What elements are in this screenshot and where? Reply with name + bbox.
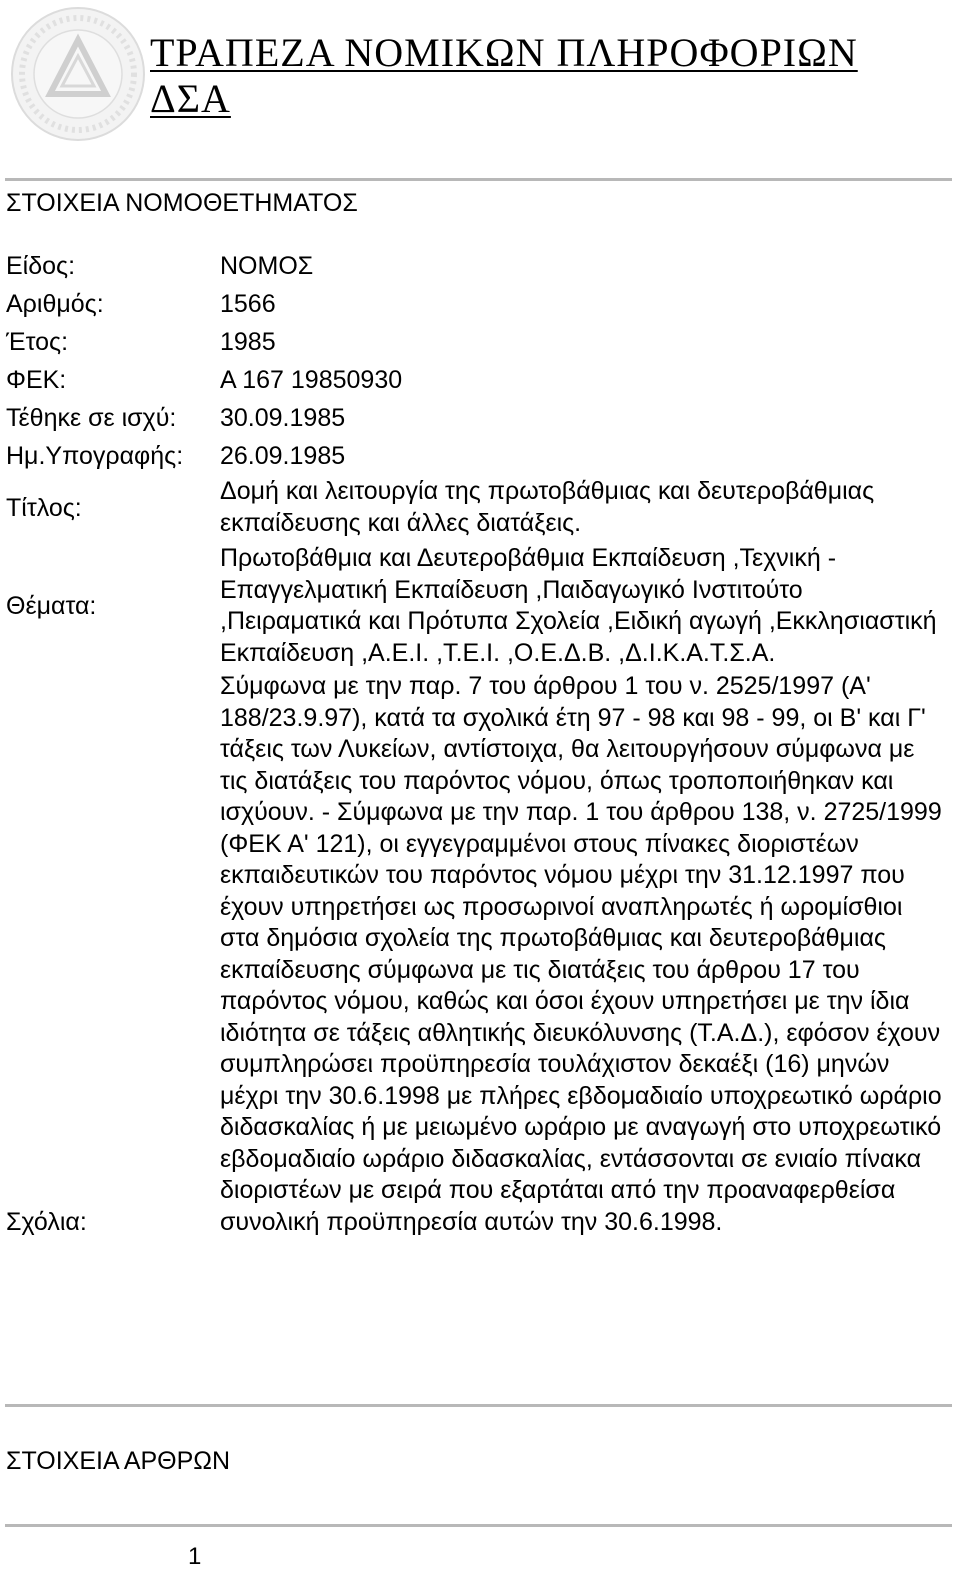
field-in-force [6,402,946,434]
section-heading-legislation: ΣΤΟΙΧΕΙΑ ΝΟΜΟΘΕΤΗΜΑΤΟΣ [6,189,358,217]
field-label: Έτος: [6,328,69,356]
field-value: Α 167 19850930 [220,366,403,394]
field-label: Ημ.Υπογραφής: [6,442,184,470]
field-year [6,326,946,358]
field-comments [6,671,946,1238]
legislation-details [6,250,946,1238]
divider [5,178,952,181]
field-value: 1566 [220,290,276,318]
dsa-seal-watermark [8,4,148,144]
field-subjects [6,543,946,669]
page-title [150,30,940,122]
field-type [6,250,946,282]
field-value: ΝΟΜΟΣ [220,252,314,280]
field-value: Σύμφωνα με την παρ. 7 του άρθρου 1 του ν. 2525/1997 (Α' 188/23.9.97), κατά τα σχολικά έτη 97 - 98 και 98 - 99, οι Β' και Γ' τάξεις των Λυκείων, αντίστοιχα, θα λειτουργήσουν σύμφωνα με τις διατάξεις του παρόντος νόμου, όπως τροποποιήθηκαν και ισχύουν. - Σύμφωνα με την παρ. 1 του άρθρου 138, ν. 2725/1999 (ΦΕΚ Α' 121), οι εγγεγραμμένοι στους πίνακες διοριστέων εκπαιδευτικών του παρόντος νόμου μέχρι την 31.12.1997 που έχουν υπηρετήσει ως προσωρινοί αναπληρωτές ή ωρομίσθιοι στα δημόσια σχολεία της πρωτοβάθμιας και δευτεροβάθμιας εκπαίδευσης σύμφωνα με τις διατάξεις του άρθρου 17 του παρόντος νόμου, καθώς και όσοι έχουν υπηρετήσει με την ίδια ιδιότητα σε τάξεις αθλητικής διευκόλυνσης (Τ.Α.Δ.), εφόσον έχουν συμπληρώσει προϋπηρεσία τουλάχιστον δεκαέξι (16) μηνών μέχρι την 30.6.1998 με πλήρες εβδομαδιαίο υποχρεωτικό ωράριο διδασκαλίας ή με μειωμένο ωράριο με αναγωγή στο υποχρεωτικό εβδομαδιαίο ωράριο διδασκαλίας, εντάσσονται σε ενιαίο πίνακα διοριστέων με σειρά που εξαρτάται από την προαναφερθείσα συνολική προϋπηρεσία αυτών την 30.6.1998. [220,672,942,1236]
field-label: Τίτλος: [6,493,82,522]
page-number: 1 [188,1543,202,1570]
field-number [6,288,946,320]
field-value: 1985 [220,328,276,356]
field-value: 26.09.1985 [220,442,346,470]
field-label: Θέματα: [6,592,97,620]
field-signed [6,440,946,472]
page-title-text: ΤΡΑΠΕΖΑ ΝΟΜΙΚΩΝ ΠΛΗΡΟΦΟΡΙΩΝ ΔΣΑ [150,30,858,121]
field-label: Είδος: [6,252,76,280]
divider [5,1524,952,1527]
divider [5,1404,952,1407]
section-heading-articles: ΣΤΟΙΧΕΙΑ ΑΡΘΡΩΝ [6,1447,231,1475]
field-fek [6,364,946,396]
field-label: ΦΕΚ: [6,366,67,394]
field-value: Δομή και λειτουργία της πρωτοβάθμιας και δευτεροβάθμιας εκπαίδευσης και άλλες διατάξεις. [220,477,875,537]
field-value: Πρωτοβάθμια και Δευτεροβάθμια Εκπαίδευση ,Τεχνική - Επαγγελματική Εκπαίδευση ,Παιδαγωγικό Ινστιτούτο ,Πειραματικά και Πρότυπα Σχολεία ,Ειδική αγωγή ,Εκκλησιαστική Εκπαίδευση ,Α.Ε.Ι. ,Τ.Ε.Ι. ,Ο.Ε.Δ.Β. ,Δ.Ι.Κ.Α.Τ.Σ.Α. [220,544,937,667]
field-label: Τέθηκε σε ισχύ: [6,404,177,432]
field-title [6,476,946,539]
field-label: Σχόλια: [6,1208,87,1236]
field-label: Αριθμός: [6,290,104,318]
field-value: 30.09.1985 [220,404,346,432]
